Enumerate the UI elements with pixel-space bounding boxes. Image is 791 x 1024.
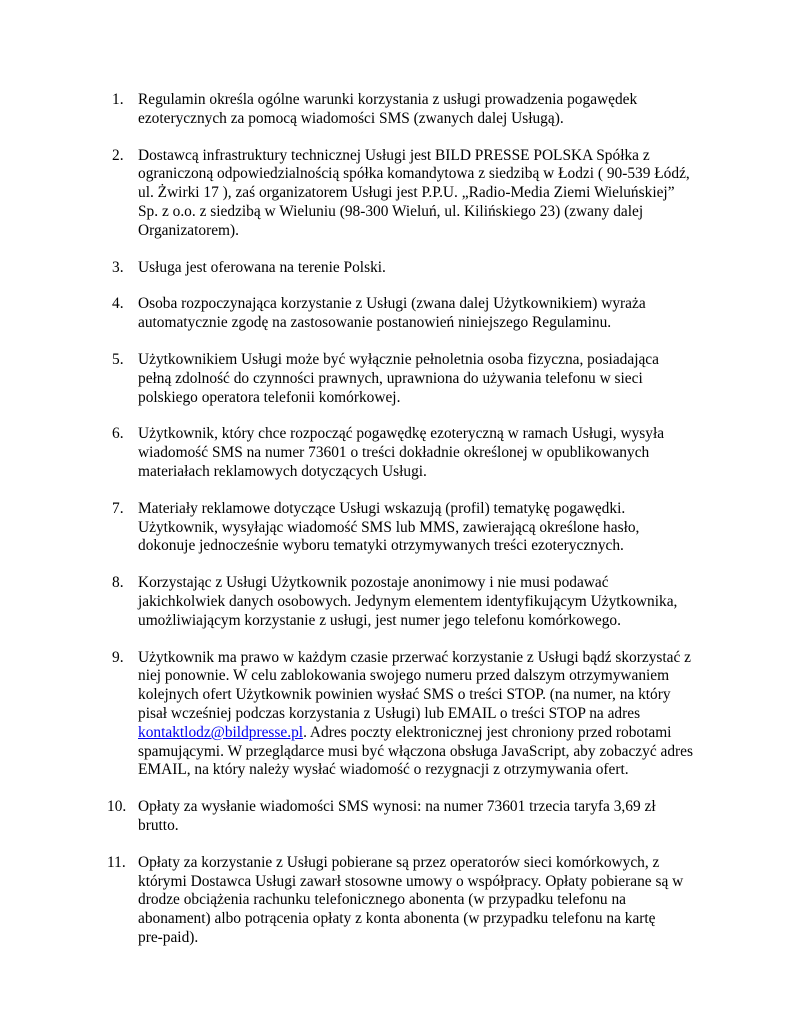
item-text-line: kolejnych ofert Użytkownik powinien wysłać SMS o treści STOP. (na numer, na który <box>138 686 671 704</box>
item-text-line: spamującymi. W przeglądarce musi być włączona obsługa JavaScript, aby zobaczyć adres <box>138 742 693 760</box>
item-number: 3. <box>112 258 124 276</box>
regulations-list <box>107 91 712 966</box>
item-number: 4. <box>112 295 124 313</box>
item-text-line: Regulamin określa ogólne warunki korzystania z usługi prowadzenia pogawędek <box>138 91 638 108</box>
list-item <box>107 798 712 836</box>
list-item <box>112 147 712 241</box>
list-item <box>112 259 712 278</box>
list-item <box>112 351 712 407</box>
contact-email-link[interactable]: kontaktlodz@bildpresse.pl <box>138 723 304 741</box>
item-number: 7. <box>112 499 124 517</box>
item-number: 1. <box>112 91 124 108</box>
item-number: 9. <box>112 648 124 666</box>
item-text-line: Dostawcą infrastruktury technicznej Usługi jest BILD PRESSE POLSKA Spółka z <box>138 146 650 164</box>
item-text-line: EMAIL, na który należy wysłać wiadomość o rezygnacji z otrzymywania ofert. <box>138 761 629 779</box>
item-text-line: Użytkownik, który chce rozpocząć pogawędkę ezoteryczną w ramach Usługi, wysyła <box>138 425 665 443</box>
list-item <box>112 500 712 556</box>
item-text-line: umożliwiającym korzystanie z usługi, jest numer jego telefonu komórkowego. <box>138 611 621 629</box>
list-item <box>112 425 712 481</box>
list-item <box>112 649 712 781</box>
item-text-line: materiałach reklamowych dotyczących Usługi. <box>138 462 427 480</box>
item-number: 2. <box>112 146 124 164</box>
item-text-line: polskiego operatora telefonii komórkowej. <box>138 388 401 406</box>
item-text-line: Organizatorem). <box>138 221 239 239</box>
item-text-line: automatycznie zgodę na zastosowanie postanowień niniejszego Regulaminu. <box>138 314 612 332</box>
list-item <box>112 295 712 333</box>
item-text-fragment: . Adres poczty elektronicznej jest chroniony przed robotami <box>303 723 672 741</box>
item-text-line: Użytkownikiem Usługi może być wyłącznie pełnoletnia osoba fizyczna, posiadająca <box>138 350 659 368</box>
item-text-line: pre-paid). <box>138 928 199 946</box>
item-text-line: pełną zdolność do czynności prawnych, uprawniona do używania telefonu w sieci <box>138 369 643 387</box>
item-text-line: którymi Dostawca Usługi zawarł stosowne umowy o współpracy. Opłaty pobierane są w <box>138 872 684 890</box>
item-text-line: jakichkolwiek danych osobowych. Jedynym elementem identyfikującym Użytkownika, <box>138 592 678 610</box>
item-text-line: Materiały reklamowe dotyczące Usługi wskazują (profil) tematykę pogawędki. <box>138 499 626 517</box>
list-item <box>107 853 712 948</box>
item-text-line: drodze obciążenia rachunku telefonicznego abonenta (w przypadku telefonu na <box>138 891 626 909</box>
item-text-line: Usługa jest oferowana na terenie Polski. <box>138 258 386 276</box>
item-text-line: pisał wcześniej podczas korzystania z Usługi) lub EMAIL o treści STOP na adres <box>138 704 641 722</box>
item-text-line: niej ponownie. W celu zablokowania swojego numeru przed dalszym otrzymywaniem <box>138 667 670 685</box>
item-number: 11. <box>107 853 126 871</box>
item-text-line: abonament) albo potrącenia opłaty z konta abonenta (w przypadku telefonu na kartę <box>138 910 656 928</box>
item-text-line: Użytkownik, wysyłając wiadomość SMS lub MMS, zawierającą określone hasło, <box>138 518 640 536</box>
item-number: 5. <box>112 350 124 368</box>
item-text-line: Korzystając z Usługi Użytkownik pozostaje anonimowy i nie musi podawać <box>138 574 609 592</box>
list-item <box>112 91 712 129</box>
item-text-line: Osoba rozpoczynająca korzystanie z Usługi (zwana dalej Użytkownikiem) wyraża <box>138 295 646 313</box>
item-text-line: wiadomość SMS na numer 73601 o treści dokładnie określonej w opublikowanych <box>138 444 650 462</box>
item-number: 10. <box>107 798 127 816</box>
item-text-line: Opłaty za korzystanie z Usługi pobierane są przez operatorów sieci komórkowych, z <box>138 853 660 871</box>
item-text-line: ul. Żwirki 17 ), zaś organizatorem Usługi jest P.P.U. „Radio-Media Ziemi Wieluńskiej” <box>138 184 675 202</box>
item-text-line: brutto. <box>138 816 179 834</box>
item-number: 8. <box>112 574 124 592</box>
item-text-line-with-link <box>138 724 712 743</box>
item-text-line: dokonuje jednocześnie wyboru tematyki otrzymywanych treści ezoterycznych. <box>138 537 624 555</box>
item-text-line: ograniczoną odpowiedzialnością spółka komandytowa z siedzibą w Łodzi ( 90-539 Łódź, <box>138 165 690 183</box>
item-text-line: Opłaty za wysłanie wiadomości SMS wynosi: na numer 73601 trzecia taryfa 3,69 zł <box>138 798 656 816</box>
item-text-line: ezoterycznych za pomocą wiadomości SMS (zwanych dalej Usługą). <box>138 109 564 127</box>
item-text-line: Użytkownik ma prawo w każdym czasie przerwać korzystanie z Usługi bądź skorzystać z <box>138 648 691 666</box>
item-text-line: Sp. z o.o. z siedzibą w Wieluniu (98-300 Wieluń, ul. Kilińskiego 23) (zwany dalej <box>138 202 644 220</box>
item-number: 6. <box>112 425 124 443</box>
list-item <box>112 574 712 630</box>
